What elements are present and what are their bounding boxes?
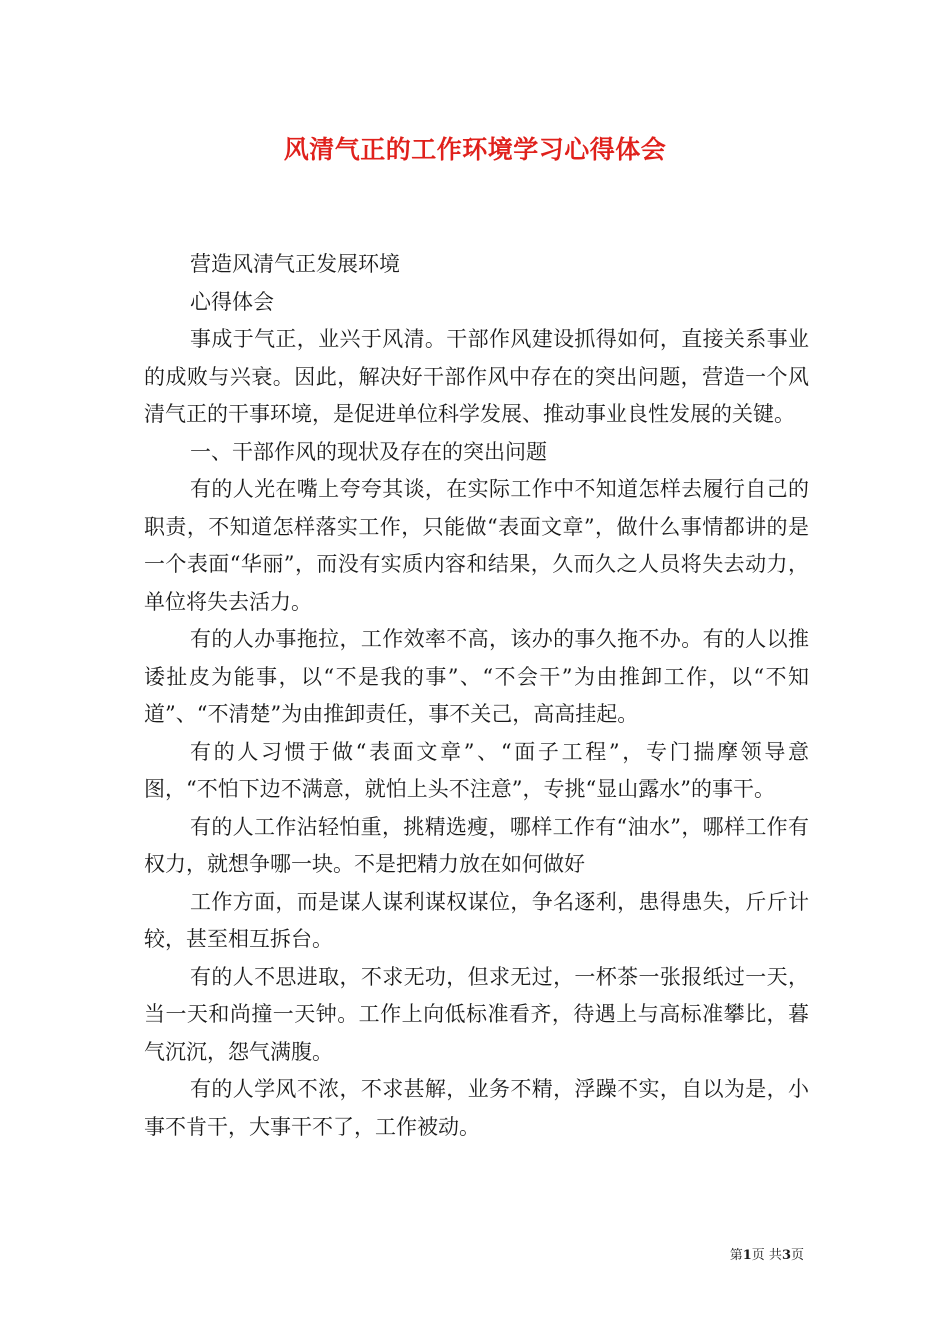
paragraph: 有的人学风不浓，不求甚解，业务不精，浮躁不实，自以为是，小事不肯干，大事干不了，工作被动。	[144, 1077, 809, 1139]
paragraph: 事成于气正，业兴于风清。干部作风建设抓得如何，直接关系事业的成败与兴衰。因此，解决好干部作风中存在的突出问题，营造一个风清气正的干事环境，是促进单位科学发展、推动事业良性发展的关键。	[144, 327, 809, 426]
paragraph: 有的人办事拖拉，工作效率不高，该办的事久拖不办。有的人以推诿扯皮为能事，以“不是我的事”、“不会干”为由推卸工作，以“不知道”、“不清楚”为由推卸责任，事不关己，高高挂起。	[144, 627, 809, 726]
paragraph: 心得体会	[190, 289, 274, 314]
document-title: 风清气正的工作环境学习心得体会	[283, 135, 667, 164]
current-page-number: 1	[742, 1248, 752, 1263]
section-heading: 一、干部作风的现状及存在的突出问题	[190, 439, 547, 464]
paragraph: 工作方面，而是谋人谋利谋权谋位，争名逐利，患得患失，斤斤计较，甚至相互拆台。	[144, 889, 809, 951]
footer-prefix: 第	[729, 1248, 743, 1263]
paragraph: 有的人习惯于做“表面文章”、“面子工程”，专门揣摩领导意图，“不怕下边不满意，就怕上头不注意”，专挑“显山露水”的事干。	[144, 739, 809, 801]
paragraph: 有的人不思进取，不求无功，但求无过，一杯茶一张报纸过一天，当一天和尚撞一天钟。工作上向低标准看齐，待遇上与高标准攀比，暮气沉沉，怨气满腹。	[144, 964, 809, 1064]
page-number-footer	[730, 1246, 804, 1266]
total-page-number: 3	[781, 1248, 791, 1263]
footer-suffix: 页	[790, 1248, 804, 1263]
paragraph: 有的人工作沾轻怕重，挑精选瘦，哪样工作有“油水”，哪样工作有权力，就想争哪一块。不是把精力放在如何做好	[144, 814, 809, 876]
paragraph: 有的人光在嘴上夸夸其谈，在实际工作中不知道怎样去履行自己的职责，不知道怎样落实工作，只能做“表面文章”，做什么事情都讲的是一个表面“华丽”，而没有实质内容和结果，久而久之人员将失去动力，单位将失去活力。	[144, 477, 809, 614]
document-body	[144, 246, 809, 1146]
paragraph: 营造风清气正发展环境	[190, 252, 400, 276]
footer-middle: 页 共	[751, 1248, 782, 1263]
